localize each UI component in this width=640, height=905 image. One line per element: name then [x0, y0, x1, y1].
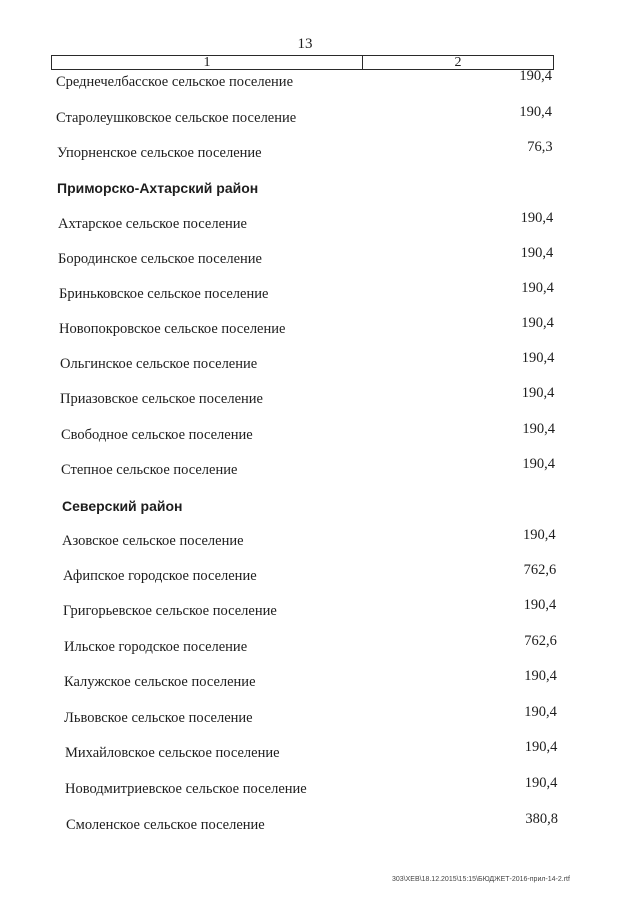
settlement-name: Ахтарское сельское поселение — [58, 216, 247, 232]
amount-value: 190,4 — [521, 280, 554, 296]
settlement-name: Григорьевское сельское поселение — [63, 603, 277, 619]
table-row — [0, 421, 600, 447]
amount-value: 190,4 — [521, 350, 555, 366]
table-row — [0, 668, 600, 694]
settlement-name: Львовское сельское поселение — [64, 710, 253, 726]
table-row — [0, 280, 600, 306]
district-heading-row — [0, 180, 600, 200]
settlement-name: Ильское городское поселение — [64, 639, 248, 655]
settlement-name: Среднечелбасское сельское поселение — [56, 74, 293, 90]
district-name: Приморско-Ахтарский район — [57, 180, 259, 196]
settlement-name: Бриньковское сельское поселение — [59, 286, 269, 302]
settlement-name: Свободное сельское поселение — [61, 427, 253, 443]
settlement-name: Степное сельское поселение — [61, 462, 238, 478]
table-row — [0, 527, 600, 553]
settlement-name: Ольгинское сельское поселение — [60, 356, 258, 372]
table-row — [0, 775, 600, 801]
amount-value: 190,4 — [522, 527, 556, 543]
amount-value: 190,4 — [521, 385, 555, 401]
settlement-name: Михайловское сельское поселение — [65, 745, 280, 761]
amount-value: 190,4 — [519, 68, 552, 84]
table-row — [0, 704, 600, 730]
amount-value: 76,3 — [527, 139, 553, 155]
amount-value: 190,4 — [524, 668, 557, 684]
amount-value: 190,4 — [524, 775, 558, 791]
table-row — [0, 104, 600, 130]
settlement-name: Новодмитриевское сельское поселение — [65, 781, 307, 797]
settlement-name: Упорненское сельское поселение — [57, 145, 262, 161]
settlement-name: Бородинское сельское поселение — [58, 251, 262, 267]
table-row — [0, 139, 600, 165]
table-row — [0, 245, 600, 271]
table-row — [0, 633, 600, 659]
table-row — [0, 68, 600, 94]
table-row — [0, 315, 600, 341]
settlement-name: Азовское сельское поселение — [62, 533, 244, 549]
amount-value: 762,6 — [523, 562, 557, 578]
table-row — [0, 811, 600, 837]
amount-value: 190,4 — [521, 315, 554, 331]
settlement-name: Смоленское сельское поселение — [66, 817, 265, 833]
table-row — [0, 739, 600, 765]
settlement-name: Старолеушковское сельское поселение — [56, 110, 297, 126]
table-row — [0, 350, 600, 376]
table-row — [0, 385, 600, 411]
table-row — [0, 210, 600, 236]
amount-value: 190,4 — [524, 704, 557, 720]
page-number: 13 — [297, 36, 313, 52]
settlement-name: Новопокровское сельское поселение — [59, 321, 286, 337]
amount-value: 190,4 — [519, 104, 552, 120]
amount-value: 190,4 — [523, 597, 557, 613]
file-path-footer: 303\ХЕВ\18.12.2015\15:15\БЮДЖЕТ-2016-прил-14-2.rtf — [392, 876, 570, 883]
column-header-2: 2 — [454, 55, 462, 70]
table-row — [0, 597, 600, 623]
amount-value: 190,4 — [522, 456, 555, 472]
table-row — [0, 562, 600, 588]
settlement-name: Калужское сельское поселение — [64, 674, 256, 690]
amount-value: 380,8 — [525, 811, 558, 827]
amount-value: 190,4 — [520, 210, 554, 226]
amount-value: 190,4 — [520, 245, 554, 261]
table-row — [0, 456, 600, 482]
settlement-name: Афипское городское поселение — [63, 568, 257, 584]
amount-value: 190,4 — [524, 739, 558, 755]
column-header-1: 1 — [52, 56, 363, 69]
settlement-name: Приазовское сельское поселение — [60, 391, 263, 407]
table-header — [51, 55, 554, 70]
amount-value: 190,4 — [522, 421, 555, 437]
amount-value: 762,6 — [524, 633, 557, 649]
district-heading-row — [0, 498, 600, 518]
district-name: Северский район — [62, 498, 183, 514]
